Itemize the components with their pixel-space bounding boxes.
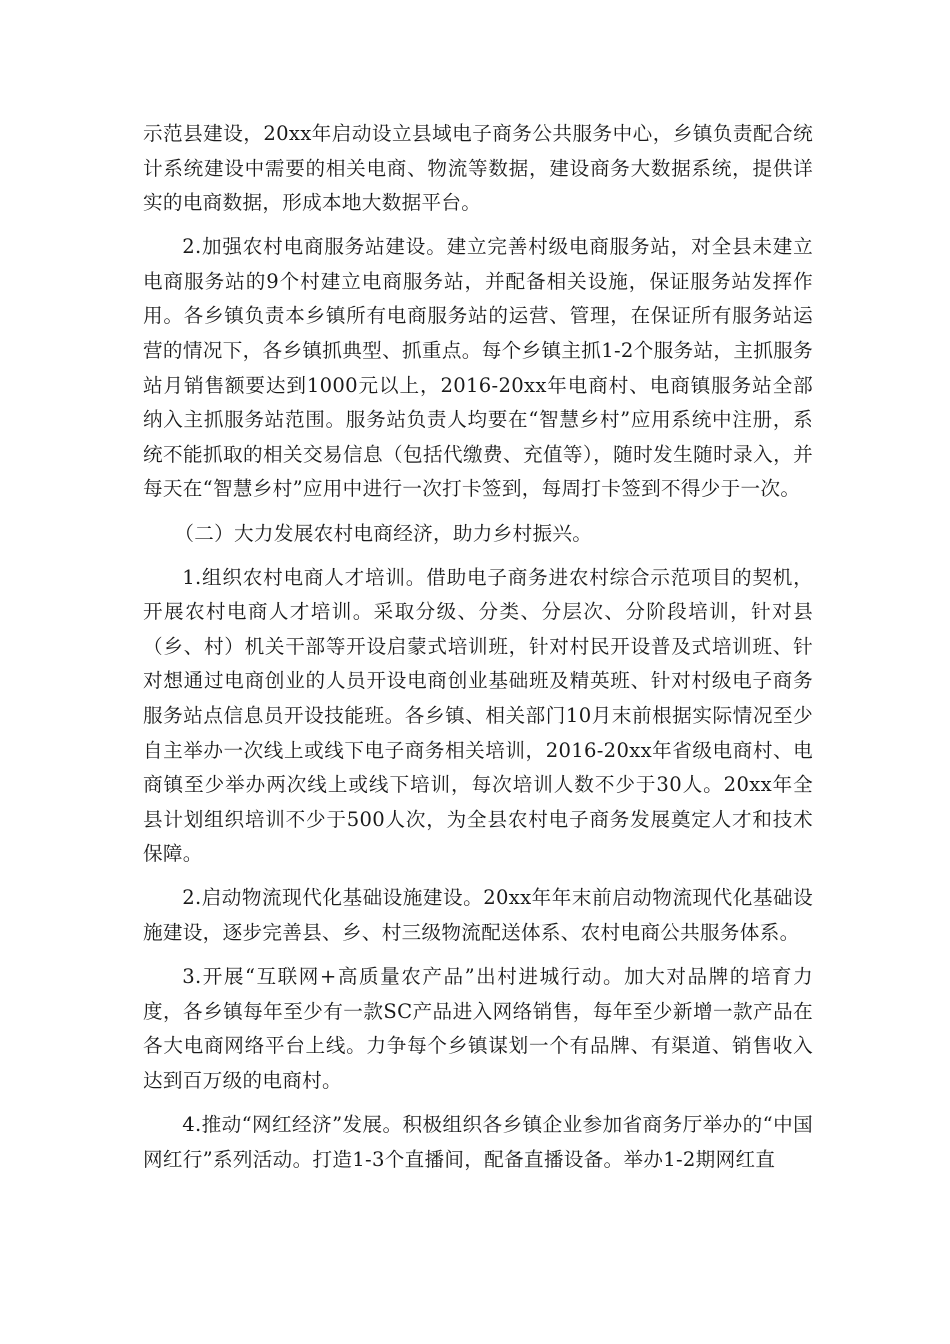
- section-heading: （二）大力发展农村电商经济，助力乡村振兴。: [174, 521, 593, 545]
- paragraph-influencer-economy: 4.推动“网红经济”发展。积极组织各乡镇企业参加省商务厅举办的“中国网红行”系列活动。打造1-3个直播间，配备直播设备。举办1-2期网红直: [143, 1113, 813, 1171]
- paragraph-logistics: 2.启动物流现代化基础设施建设。20xx年年末前启动物流现代化基础设施建设，逐步完善县、乡、村三级物流配送体系、农村电商公共服务体系。: [143, 886, 813, 945]
- paragraph-talent-training: 1.组织农村电商人才培训。借助电子商务进农村综合示范项目的契机，开展农村电商人才培训。采取分级、分类、分层次、分阶段培训，针对县（乡、村）机关干部等开设启蒙式培训班，针对村民开设普及式培训班、针对想通过电商创业的人员开设电商创业基础班及精英班、针对村级电子商务服务站点信息员开设技能班。各乡镇、相关部门10月末前根据实际情况至少自主举办一次线上或线下电子商务相关培训，2016-20xx年省级电商村、电商镇至少举办两次线上或线下培训，每次培训人数不少于30人。20xx年全县计划组织培训不少于500人次，为全县农村电子商务发展奠定人才和技术保障。: [143, 565, 813, 866]
- paragraph-continuation: 示范县建设，20xx年启动设立县域电子商务公共服务中心，乡镇负责配合统计系统建设中需要的相关电商、物流等数据，建设商务大数据系统，提供详实的电商数据，形成本地大数据平台。: [143, 122, 813, 215]
- paragraph-internet-agri: 3.开展“互联网+高质量农产品”出村进城行动。加大对品牌的培育力度，各乡镇每年至少有一款SC产品进入网络销售，每年至少新增一款产品在各大电商网络平台上线。力争每个乡镇谋划一个有品牌、有渠道、销售收入达到百万级的电商村。: [143, 965, 813, 1092]
- paragraph-service-station: 2.加强农村电商服务站建设。建立完善村级电商服务站，对全县未建立电商服务站的9个村建立电商服务站，并配备相关设施，保证服务站发挥作用。各乡镇负责本乡镇所有电商服务站的运营、管理，在保证所有服务站运营的情况下，各乡镇抓典型、抓重点。每个乡镇主抓1-2个服务站，主抓服务站月销售额要达到1000元以上，2016-20xx年电商村、电商镇服务站全部纳入主抓服务站范围。服务站负责人均要在“智慧乡村”应用系统中注册，系统不能抓取的相关交易信息（包括代缴费、充值等），随时发生随时录入，并每天在“智慧乡村”应用中进行一次打卡签到，每周打卡签到不得少于一次。: [143, 235, 813, 501]
